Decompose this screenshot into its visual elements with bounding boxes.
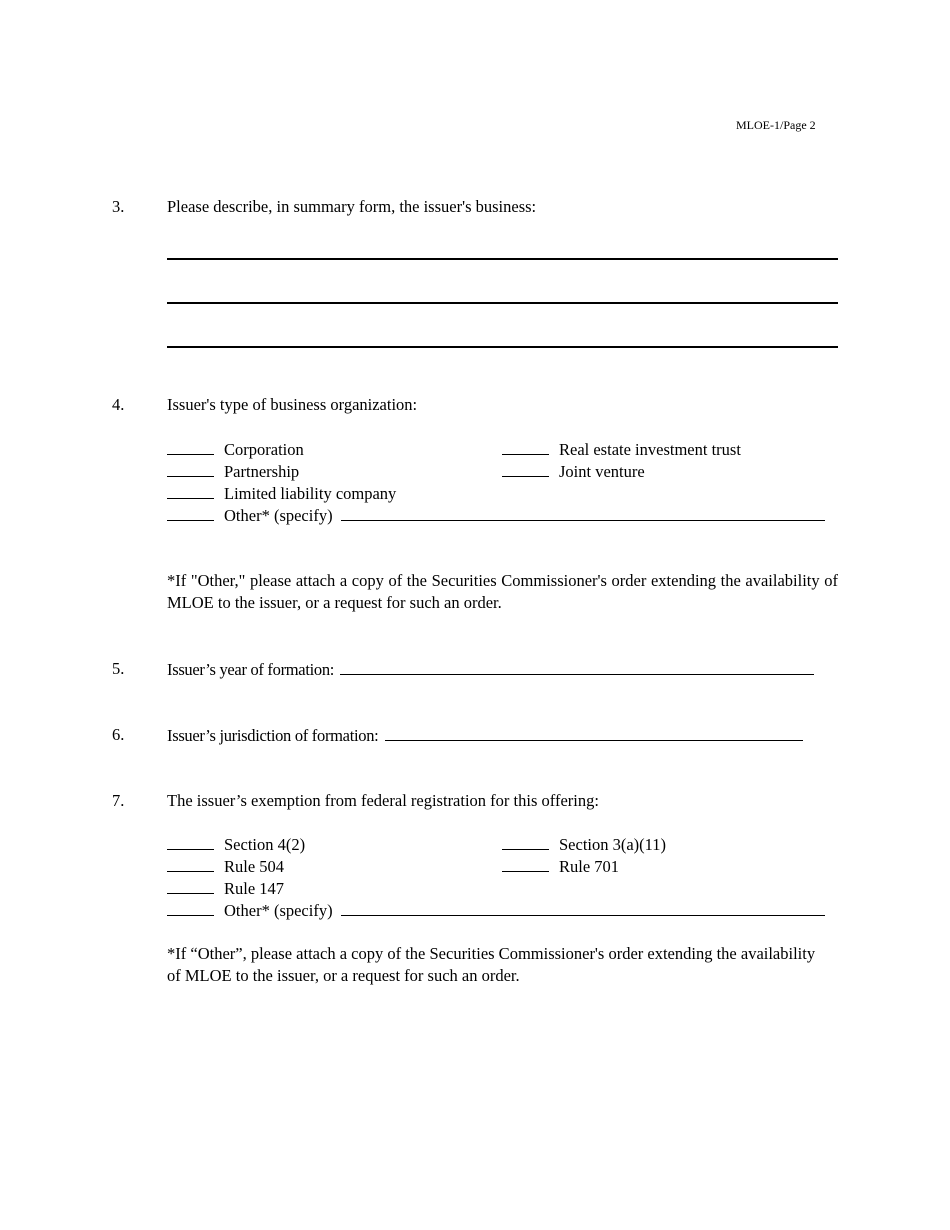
checkbox-blank[interactable] [167, 460, 214, 477]
checkbox-blank[interactable] [502, 438, 549, 455]
year-of-formation-field[interactable] [340, 658, 814, 675]
q7-option-rule-504[interactable]: Rule 504 [167, 855, 284, 878]
q5-row [167, 658, 814, 681]
q7-other-specify-field[interactable] [341, 899, 825, 916]
q7-option-other[interactable]: Other* (specify) [167, 899, 825, 922]
q7-option-rule-147[interactable]: Rule 147 [167, 877, 284, 900]
q6-number: 6. [112, 725, 125, 744]
q7-option-section-3a11[interactable]: Section 3(a)(11) [502, 833, 666, 856]
q6-row [167, 724, 803, 747]
q4-note: *If "Other," please attach a copy of the Securities Commissioner's order extending the availability of MLOE to the issuer, or a request for such an order. [167, 571, 838, 612]
q4-option-joint-venture[interactable]: Joint venture [502, 460, 645, 483]
checkbox-blank[interactable] [502, 833, 549, 850]
checkbox-blank[interactable] [167, 438, 214, 455]
q4-number: 4. [112, 395, 125, 414]
q4-option-partnership[interactable]: Partnership [167, 460, 299, 483]
q3-text: Please describe, in summary form, the issuer's business: [167, 197, 537, 216]
q7-note: *If “Other”, please attach a copy of the Securities Commissioner's order extending the availability of MLOE to the issuer, or a request for such an order. [167, 944, 816, 985]
q3-answer-line-3[interactable] [167, 346, 838, 348]
checkbox-blank[interactable] [502, 855, 549, 872]
q6-text: Issuer’s jurisdiction of formation: [167, 726, 379, 745]
checkbox-blank[interactable] [167, 482, 214, 499]
q4-option-corporation[interactable]: Corporation [167, 438, 304, 461]
jurisdiction-of-formation-field[interactable] [385, 724, 803, 741]
checkbox-blank[interactable] [167, 855, 214, 872]
page-label: MLOE-1/Page 2 [736, 118, 816, 132]
q4-text: Issuer's type of business organization: [167, 395, 418, 414]
q3-answer-line-1[interactable] [167, 258, 838, 260]
q5-text: Issuer’s year of formation: [167, 660, 335, 679]
checkbox-blank[interactable] [502, 460, 549, 477]
checkbox-blank[interactable] [167, 833, 214, 850]
q7-number: 7. [112, 791, 125, 810]
checkbox-blank[interactable] [167, 504, 214, 521]
q7-option-rule-701[interactable]: Rule 701 [502, 855, 619, 878]
q7-option-section-4-2[interactable]: Section 4(2) [167, 833, 305, 856]
q3-number: 3. [112, 197, 125, 216]
q4-option-reit[interactable]: Real estate investment trust [502, 438, 741, 461]
q5-number: 5. [112, 659, 125, 678]
q4-option-other[interactable]: Other* (specify) [167, 504, 825, 527]
q3-answer-line-2[interactable] [167, 302, 838, 304]
q4-other-specify-field[interactable] [341, 504, 825, 521]
q7-text: The issuer’s exemption from federal registration for this offering: [167, 791, 599, 810]
q4-option-llc[interactable]: Limited liability company [167, 482, 396, 505]
checkbox-blank[interactable] [167, 877, 214, 894]
checkbox-blank[interactable] [167, 899, 214, 916]
